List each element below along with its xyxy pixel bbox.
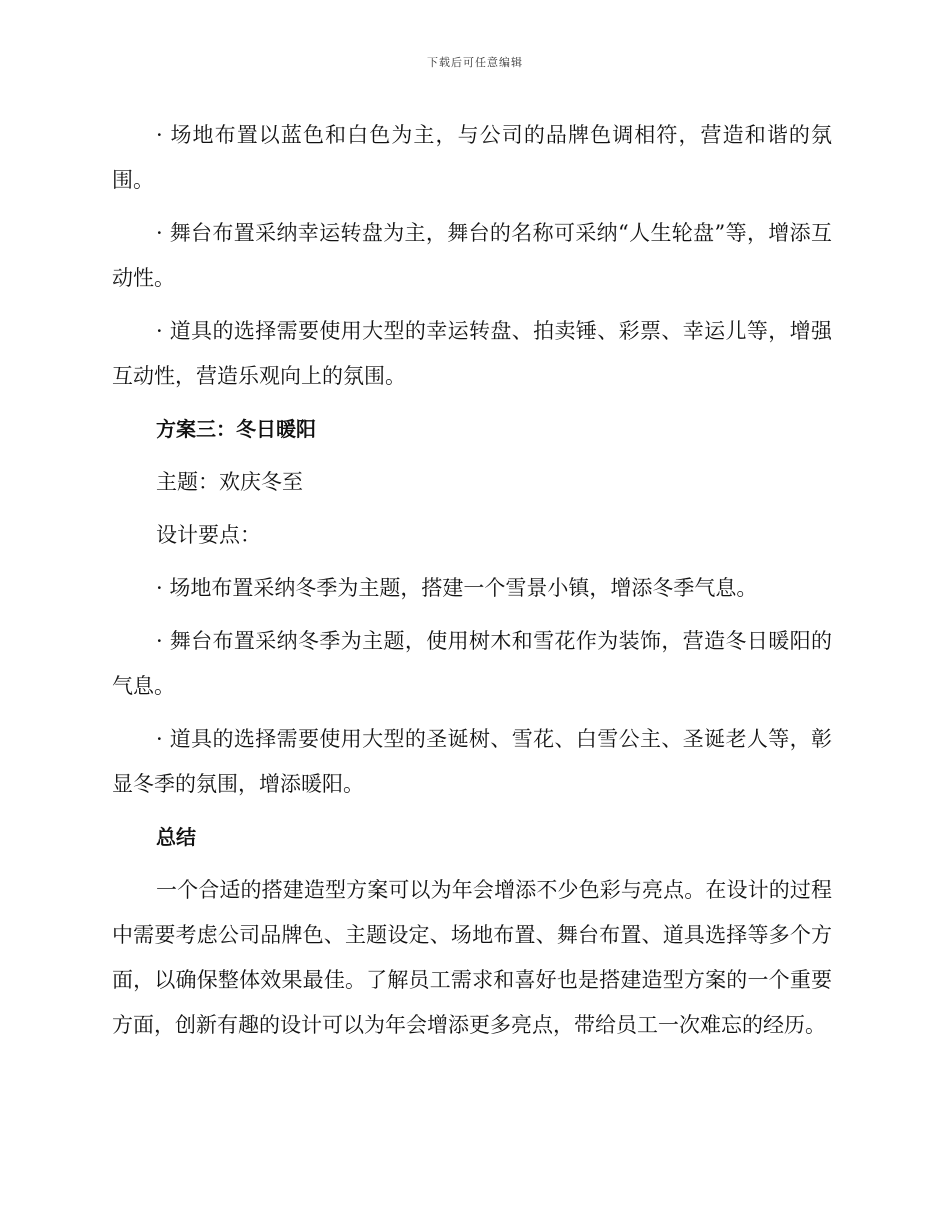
paragraph-props-wheel: · 道具的选择需要使用大型的幸运转盘、拍卖锤、彩票、幸运儿等，增强互动性，营造乐观向上的氛围。 (112, 319, 832, 388)
page-header: 下载后可任意编辑 (427, 56, 523, 69)
paragraph-stage-winter: · 舞台布置采纳冬季为主题，使用树木和雪花作为装饰，营造冬日暖阳的气息。 (112, 629, 832, 698)
paragraph-venue-winter: · 场地布置采纳冬季为主题，搭建一个雪景小镇，增添冬季气息。 (156, 576, 758, 600)
paragraph-design-points-label: 设计要点： (156, 523, 261, 547)
document-body (112, 113, 832, 1056)
paragraph-props-winter: · 道具的选择需要使用大型的圣诞树、雪花、白雪公主、圣诞老人等，彰显冬季的氛围，增添暖阳。 (112, 727, 832, 796)
paragraph-summary: 一个合适的搭建造型方案可以为年会增添不少色彩与亮点。在设计的过程中需要考虑公司品牌色、主题设定、场地布置、舞台布置、道具选择等多个方面，以确保整体效果最佳。了解员工需求和喜好也是搭建造型方案的一个重要方面，创新有趣的设计可以为年会增添更多亮点，带给员工一次难忘的经历。 (112, 878, 832, 1037)
paragraph-venue-blue-white: · 场地布置以蓝色和白色为主，与公司的品牌色调相符，营造和谐的氛围。 (112, 123, 832, 192)
paragraph-stage-wheel: · 舞台布置采纳幸运转盘为主，舞台的名称可采纳“人生轮盘”等，增添互动性。 (112, 221, 832, 290)
section-heading-summary: 总结 (156, 825, 196, 849)
section-heading-plan-three: 方案三：冬日暖阳 (156, 417, 316, 441)
paragraph-theme: 主题：欢庆冬至 (156, 470, 303, 494)
